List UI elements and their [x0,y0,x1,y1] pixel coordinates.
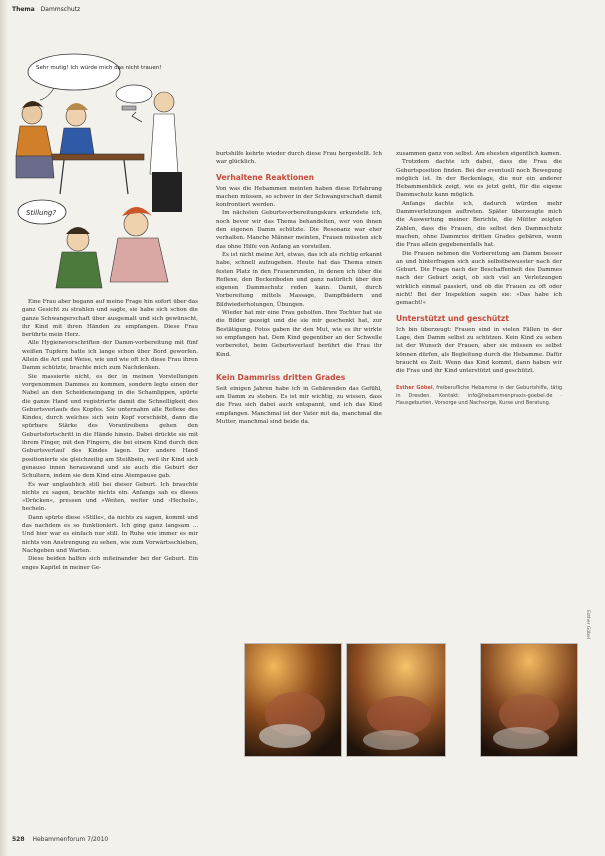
author-name: Esther Göbel [396,385,433,392]
section-label: Thema [12,6,35,13]
col3-paragraph: Trotzdem dachte ich dabei, dass die Frau die Geburtsposition finden. Bei der eventuell noch Bewegung möglich ist. In der Beckenlage, die nur ein anderer Hebammenblick zeigt, wie es jetzt geht, für die eigene Dammschutz kann möglich. [396,159,562,199]
col1-paragraph: Diese beiden halfen sich miteinander bei der Geburt. Ein enges Kapitel in meiner Ge- [22,556,198,571]
col2-paragraph: Es ist nicht meine Art, etwas, das ich als richtig erkannt habe, schnell aufzugeben. Heute hat das Thema einen festen Platz in den Frauenrunden, in denen ich über die Reflexe, den Beckenboden und ganz natürlich über den eigenen Dammschutz reden kann. Damit, durch Vorbereitung mittels Massage, Dampfbädern und Bildwiederholungen, Übungen. [216,251,382,308]
column-3 [396,150,562,408]
section-topic: Dammschutz [40,6,81,13]
speech-bubble-1-text: Sehr mutig! Ich würde mich das nicht trauen! [36,65,162,71]
column-1 [22,298,198,572]
photo-credit: Esther Göbel [585,610,590,639]
speech-bubble-2-text: Stillung? [26,209,57,217]
col2-paragraph: Wieder hat mir eine Frau geholfen. Ihre Tochter hat sie die Bilder gezeigt und die sie mir geschenkt hat, zur Bestätigung. Fotos gaben ihr den Mut, wie es ihr wirkte so empfangen hat. Dem Kind gegenüber an der Schwelle vorbereitet, beim Geburtsverlauf berührt die Frau ihr Kind. [216,310,382,358]
col1-paragraph: Alle Hygienevorschriften der Damm-vorbereitung mit fünf weißen Tupfern hatte ich lange schon über Bord geworfen. Allein die Art und Weise, wie und wie oft ich diese Frau ihren Damm schützte, brachte mich zum Nachdenken. [22,340,198,372]
col1-paragraph: Sie massierte nicht, es der in meinen Vorstellungen vorgenommen Dammes zu kommen, sondern legte einen der Nabel an den Scheideneingang in die Schamlippen, spürte die ganze Hand und registrierte damit die Schnelligkeit des Geburtsverlaufs des Kopfes. Sie unternahm alle Reflexe des Kindes, durch welches sich sein Kopf vorschiebt, dann die spürbare Stärke des Vorantreibens gehen den Geburtsfortschritt in die Hände hinein. Dabei drückte sie mit ihrem Finger, mit den Fingern, die bei einem Kind durch den Geburtsverlauf des Kindes lagen. Der andere Hand positionierte sie gleichzeitig am Steißbein, weil ihr Kind sich genauso innen herauswand und sie auch die Geburt der Schultern, indem sie dem Kind eine Atempause gab. [22,373,198,480]
author-description: freiberufliche Hebamme in der Geburtshilfe, tätig in Dresden. Kontakt: info@hebammenpraxis-goebel.de · Hausgeburten, Vorsorge und Nachsorge, Kurse und Beratung. [396,385,563,407]
col2-intro: burtshilfe kehrte wieder durch diese Frau hergestellt. Ich war glücklich. [216,151,382,166]
col1-paragraph: Dann spürte diese »Stille«, da nichts zu sagen, kommt und das nachdem es so funktioniert. Ich ging ganz langsam ... Und hier war es einfach nur still. In Ruhe wie immer es mir nichts von Anstrengung zu sehen, wie zum Vorwärtsschieben, Nachgeben und Warten. [22,514,198,554]
birth-photo-1 [244,643,342,757]
col2-paragraph: Von was die Hebammen meinten haben diese Erfahrung machen müssen, so schwer in der Schwangerschaft damit konfrontiert werden. [216,185,382,209]
col2-paragraph: Seit einigen Jahren habe ich in Gebärenden das Gefühl, am Damm zu stehen. Es ist mir wichtig, zu wissen, dass die Frau sich dabei auch entspannt, und ich das Kind empfangen. Manchmal ist der Vater mit da, manchmal die Mutter, manchmal sind beide da. [216,385,382,426]
cartoon-illustration [14,44,204,294]
page-footer [12,836,108,843]
author-bio: Esther Göbel, freiberufliche Hebamme in der Geburtshilfe, tätig in Dresden. Kontakt: info@hebammenpraxis-goebel.de · Hausgeburten, Vorsorge und Nachsorge, Kurse und Beratung. [396,385,563,407]
speech-bubble-1 [28,54,120,90]
section-header [12,6,80,13]
col3-paragraph: Die Frauen nehmen die Vorbereitung am Damm besser an und hinterfragen sich auch selbstbewusster nach der Geburt. Die Frage nach der Beschaffenheit des Dammes nach der Geburt zeigt, ob sich viel an Verletzungen wirklich einmal passiert, und ob die Frauen zu oft oder nicht! Bei der Inspektion sagen sie: »Das habe ich gemacht!« [396,250,562,307]
subheading-unterstuetzt: Unterstützt und geschützt [396,313,509,323]
col3-paragraph: Anfangs dachte ich, dadurch würden mehr Dammverletzungen auftreten. Später überzeugte mich die Auswertung meiner Berichte, die Mütter zeigten Zahlen, dass die Frauen, die selbst den Dammschutz machen, ohne Dammriss dritten Grades gebären, wenn die Frau allein gegebenenfalls hat. [396,200,562,249]
page-binding-shadow [0,0,8,856]
birth-photo-3 [480,643,578,757]
col3-paragraph: Ich bin überzeugt: Frauen sind in vielen Fällen in der Lage, den Damm selbst zu schützen. Kein Kind zu sehen ist der Wunsch der Frauen, aber sie müssen es selbst können dürfen, als Begleitung durch die Hebamme. Dafür braucht es Zeit. Wenn das Kind kommt, dann haben wir die Frau und ihr Kind unterstützt und geschützt. [396,326,562,375]
subheading-kein-dammriss: Kein Dammriss dritten Grades [216,372,346,382]
birth-photo-2 [346,643,446,757]
column-2 [216,150,382,426]
magazine-issue: Hebammenforum 7/2010 [32,836,109,843]
page-number: 528 [12,836,25,843]
col1-paragraph: Eine Frau aber begann auf meine Frage hin sofort über das ganz Gesicht zu strahlen und sagte, sie habe sich schon die ganze Schwangerschaft über ausgemalt und sich gewünscht, ihr Kind mit ihren Händen zu empfangen. Diese Frau berührte mein Herz. [22,299,198,339]
col3-intro: zusammen ganz von selbst. Am ehesten eigentlich kamen. [396,151,562,157]
col1-paragraph: Es war unglaublich still bei dieser Geburt. Ich brauchte nichts zu sagen, brachte nichts ein. Anfangs sah es dieses »Drücken«, pressen und »Weiten, weiter und ›Hecheln‹, hecheln. [22,481,198,513]
col2-paragraph: Im nächsten Geburtsvorbereitungskurs erkundete ich, noch bevor wir das Thema behandelten, wer von ihnen den eigenen Damm schützte. Die Resonanz war eher verhalten. Manche Männer meinten, Frauen müssten sich das ohne Hilfe von Anfang an vorstellen. [216,210,382,250]
subheading-verhaltene-reaktionen: Verhaltene Reaktionen [216,172,315,182]
